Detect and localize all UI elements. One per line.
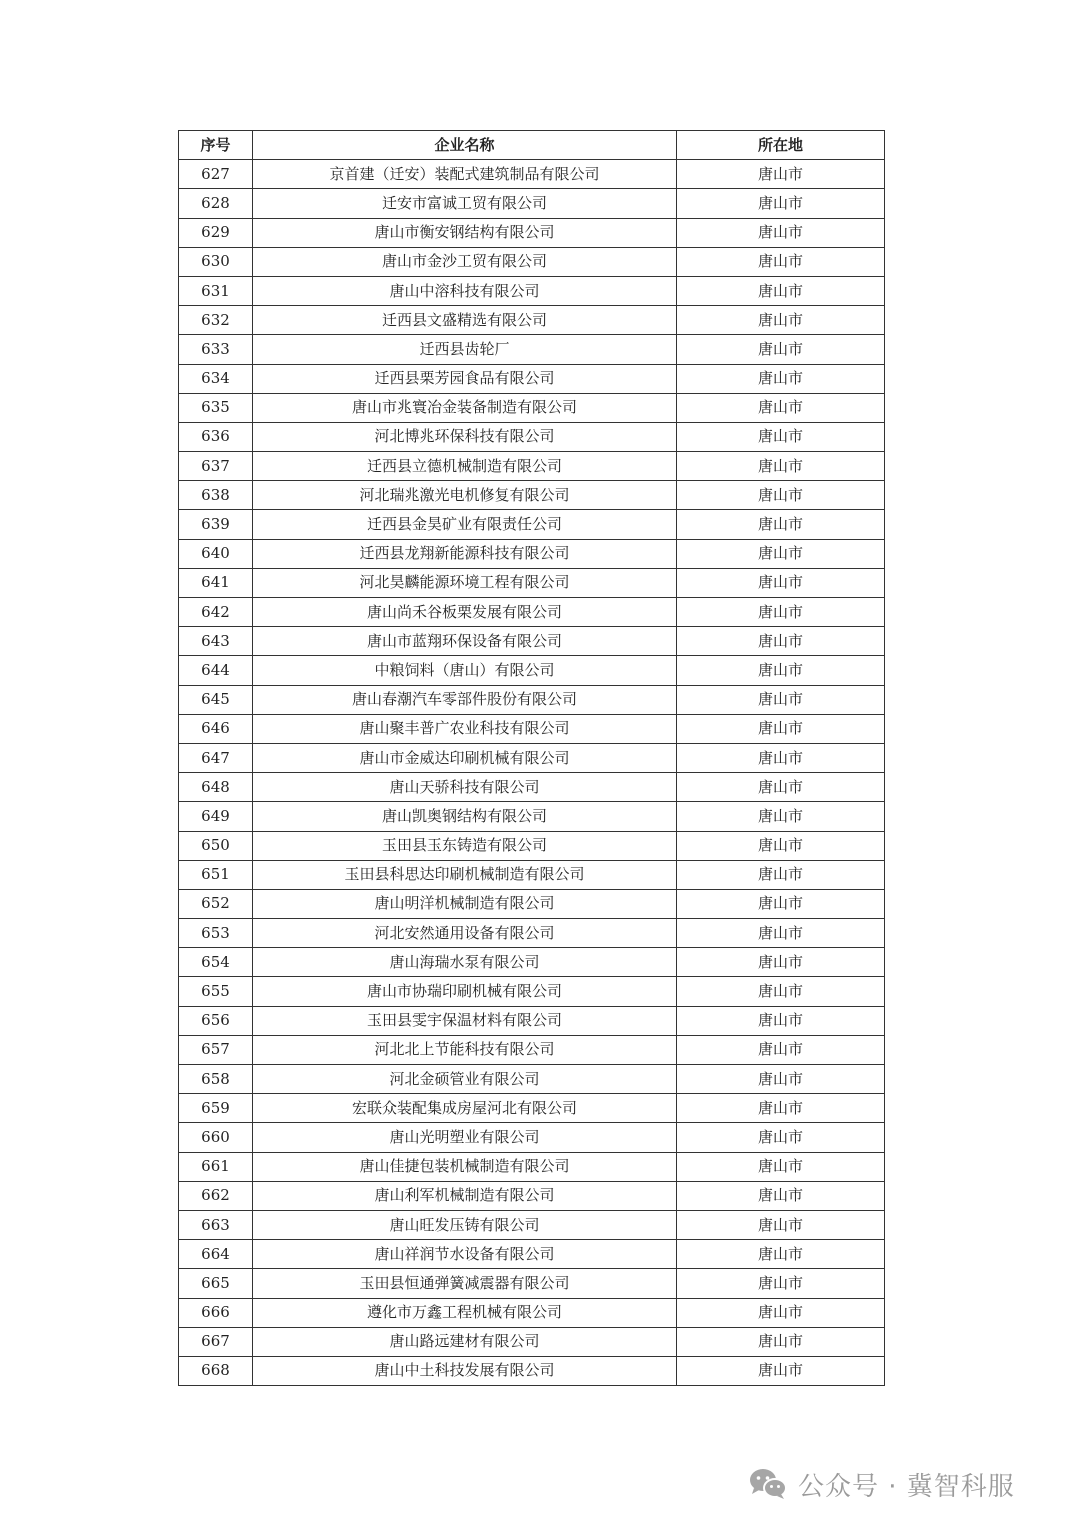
- cell-company-name: 河北北上节能科技有限公司: [253, 1035, 677, 1064]
- cell-location: 唐山市: [677, 160, 885, 189]
- cell-location: 唐山市: [677, 568, 885, 597]
- cell-company-name: 迁西县栗芳园食品有限公司: [253, 364, 677, 393]
- cell-location: 唐山市: [677, 598, 885, 627]
- cell-index: 642: [179, 598, 253, 627]
- table-row: [179, 1298, 885, 1327]
- cell-location: 唐山市: [677, 218, 885, 247]
- table-row: [179, 831, 885, 860]
- table-row: [179, 1181, 885, 1210]
- cell-location: 唐山市: [677, 1035, 885, 1064]
- table-row: [179, 1327, 885, 1356]
- cell-index: 653: [179, 919, 253, 948]
- cell-company-name: 唐山天骄科技有限公司: [253, 773, 677, 802]
- table-row: [179, 889, 885, 918]
- cell-index: 632: [179, 306, 253, 335]
- cell-location: 唐山市: [677, 627, 885, 656]
- table-row: [179, 422, 885, 451]
- cell-location: 唐山市: [677, 860, 885, 889]
- cell-company-name: 唐山市衡安钢结构有限公司: [253, 218, 677, 247]
- cell-location: 唐山市: [677, 1152, 885, 1181]
- table-row: [179, 1035, 885, 1064]
- cell-company-name: 迁西县金昊矿业有限责任公司: [253, 510, 677, 539]
- cell-index: 658: [179, 1065, 253, 1094]
- cell-location: 唐山市: [677, 977, 885, 1006]
- cell-company-name: 唐山市协瑞印刷机械有限公司: [253, 977, 677, 1006]
- cell-company-name: 唐山尚禾谷板栗发展有限公司: [253, 598, 677, 627]
- cell-location: 唐山市: [677, 1006, 885, 1035]
- cell-index: 664: [179, 1240, 253, 1269]
- table-header-row: [179, 131, 885, 160]
- cell-location: 唐山市: [677, 889, 885, 918]
- cell-location: 唐山市: [677, 1269, 885, 1298]
- cell-company-name: 唐山光明塑业有限公司: [253, 1123, 677, 1152]
- cell-company-name: 唐山市金威达印刷机械有限公司: [253, 743, 677, 772]
- cell-index: 651: [179, 860, 253, 889]
- table-row: [179, 189, 885, 218]
- cell-company-name: 唐山市金沙工贸有限公司: [253, 247, 677, 276]
- cell-index: 656: [179, 1006, 253, 1035]
- cell-company-name: 唐山利军机械制造有限公司: [253, 1181, 677, 1210]
- table-row: [179, 773, 885, 802]
- cell-company-name: 玉田县恒通弹簧减震器有限公司: [253, 1269, 677, 1298]
- cell-company-name: 河北博兆环保科技有限公司: [253, 422, 677, 451]
- table-row: [179, 306, 885, 335]
- cell-location: 唐山市: [677, 452, 885, 481]
- table-row: [179, 919, 885, 948]
- cell-index: 631: [179, 276, 253, 305]
- cell-location: 唐山市: [677, 1327, 885, 1356]
- cell-company-name: 唐山路远建材有限公司: [253, 1327, 677, 1356]
- cell-location: 唐山市: [677, 831, 885, 860]
- table-row: [179, 1123, 885, 1152]
- cell-location: 唐山市: [677, 364, 885, 393]
- table-row: [179, 1065, 885, 1094]
- cell-index: 668: [179, 1356, 253, 1385]
- cell-company-name: 唐山明洋机械制造有限公司: [253, 889, 677, 918]
- cell-index: 645: [179, 685, 253, 714]
- cell-location: 唐山市: [677, 189, 885, 218]
- cell-location: 唐山市: [677, 714, 885, 743]
- table-row: [179, 1152, 885, 1181]
- cell-company-name: 迁西县文盛精选有限公司: [253, 306, 677, 335]
- table-row: [179, 948, 885, 977]
- cell-index: 640: [179, 539, 253, 568]
- cell-location: 唐山市: [677, 393, 885, 422]
- cell-location: 唐山市: [677, 1240, 885, 1269]
- cell-index: 629: [179, 218, 253, 247]
- cell-company-name: 河北金硕管业有限公司: [253, 1065, 677, 1094]
- table-row: [179, 656, 885, 685]
- cell-index: 634: [179, 364, 253, 393]
- cell-company-name: 宏联众装配集成房屋河北有限公司: [253, 1094, 677, 1123]
- table-row: [179, 1094, 885, 1123]
- cell-index: 652: [179, 889, 253, 918]
- cell-index: 659: [179, 1094, 253, 1123]
- cell-index: 638: [179, 481, 253, 510]
- cell-index: 661: [179, 1152, 253, 1181]
- table-row: [179, 247, 885, 276]
- table-row: [179, 1356, 885, 1385]
- cell-company-name: 唐山中溶科技有限公司: [253, 276, 677, 305]
- table-row: [179, 627, 885, 656]
- wechat-icon: [748, 1467, 788, 1501]
- cell-location: 唐山市: [677, 481, 885, 510]
- table-row: [179, 714, 885, 743]
- cell-index: 627: [179, 160, 253, 189]
- cell-company-name: 唐山凯奥钢结构有限公司: [253, 802, 677, 831]
- table-row: [179, 598, 885, 627]
- cell-company-name: 唐山旺发压铸有限公司: [253, 1210, 677, 1239]
- cell-index: 650: [179, 831, 253, 860]
- cell-index: 636: [179, 422, 253, 451]
- header-index: 序号: [179, 131, 253, 160]
- table-row: [179, 1240, 885, 1269]
- cell-company-name: 遵化市万鑫工程机械有限公司: [253, 1298, 677, 1327]
- cell-index: 666: [179, 1298, 253, 1327]
- cell-index: 630: [179, 247, 253, 276]
- cell-company-name: 唐山佳捷包装机械制造有限公司: [253, 1152, 677, 1181]
- table-row: [179, 364, 885, 393]
- cell-location: 唐山市: [677, 1094, 885, 1123]
- cell-company-name: 唐山祥润节水设备有限公司: [253, 1240, 677, 1269]
- header-company-name: 企业名称: [253, 131, 677, 160]
- cell-index: 665: [179, 1269, 253, 1298]
- cell-index: 654: [179, 948, 253, 977]
- table-row: [179, 685, 885, 714]
- table-row: [179, 452, 885, 481]
- cell-company-name: 玉田县科思达印刷机械制造有限公司: [253, 860, 677, 889]
- cell-company-name: 河北瑞兆激光电机修复有限公司: [253, 481, 677, 510]
- table-row: [179, 481, 885, 510]
- cell-location: 唐山市: [677, 247, 885, 276]
- cell-company-name: 迁安市富诚工贸有限公司: [253, 189, 677, 218]
- cell-company-name: 唐山海瑞水泵有限公司: [253, 948, 677, 977]
- cell-company-name: 中粮饲料（唐山）有限公司: [253, 656, 677, 685]
- cell-location: 唐山市: [677, 773, 885, 802]
- cell-company-name: 玉田县玉东铸造有限公司: [253, 831, 677, 860]
- cell-location: 唐山市: [677, 306, 885, 335]
- cell-company-name: 迁西县龙翔新能源科技有限公司: [253, 539, 677, 568]
- table-row: [179, 276, 885, 305]
- cell-location: 唐山市: [677, 1181, 885, 1210]
- table-row: [179, 860, 885, 889]
- table-row: [179, 743, 885, 772]
- table-row: [179, 802, 885, 831]
- cell-index: 633: [179, 335, 253, 364]
- cell-location: 唐山市: [677, 422, 885, 451]
- cell-index: 639: [179, 510, 253, 539]
- cell-company-name: 京首建（迁安）装配式建筑制品有限公司: [253, 160, 677, 189]
- cell-location: 唐山市: [677, 948, 885, 977]
- cell-index: 643: [179, 627, 253, 656]
- cell-index: 628: [179, 189, 253, 218]
- cell-index: 637: [179, 452, 253, 481]
- cell-company-name: 河北安然通用设备有限公司: [253, 919, 677, 948]
- cell-index: 662: [179, 1181, 253, 1210]
- cell-location: 唐山市: [677, 1356, 885, 1385]
- table-row: [179, 510, 885, 539]
- cell-company-name: 唐山市兆寰冶金装备制造有限公司: [253, 393, 677, 422]
- table-body: [179, 160, 885, 1386]
- cell-index: 644: [179, 656, 253, 685]
- table-row: [179, 1269, 885, 1298]
- cell-index: 646: [179, 714, 253, 743]
- table-row: [179, 160, 885, 189]
- cell-location: 唐山市: [677, 1298, 885, 1327]
- cell-company-name: 唐山聚丰普广农业科技有限公司: [253, 714, 677, 743]
- cell-index: 660: [179, 1123, 253, 1152]
- cell-index: 663: [179, 1210, 253, 1239]
- cell-location: 唐山市: [677, 1210, 885, 1239]
- cell-company-name: 唐山市蓝翔环保设备有限公司: [253, 627, 677, 656]
- cell-location: 唐山市: [677, 743, 885, 772]
- table-row: [179, 977, 885, 1006]
- cell-index: 649: [179, 802, 253, 831]
- cell-index: 657: [179, 1035, 253, 1064]
- cell-location: 唐山市: [677, 1123, 885, 1152]
- cell-location: 唐山市: [677, 539, 885, 568]
- cell-index: 655: [179, 977, 253, 1006]
- table-row: [179, 335, 885, 364]
- cell-index: 648: [179, 773, 253, 802]
- table-row: [179, 1210, 885, 1239]
- cell-location: 唐山市: [677, 276, 885, 305]
- header-location: 所在地: [677, 131, 885, 160]
- cell-location: 唐山市: [677, 685, 885, 714]
- table-row: [179, 568, 885, 597]
- cell-location: 唐山市: [677, 919, 885, 948]
- cell-company-name: 唐山春潮汽车零部件股份有限公司: [253, 685, 677, 714]
- cell-index: 667: [179, 1327, 253, 1356]
- cell-location: 唐山市: [677, 510, 885, 539]
- table-row: [179, 218, 885, 247]
- table-row: [179, 1006, 885, 1035]
- cell-location: 唐山市: [677, 335, 885, 364]
- table-row: [179, 393, 885, 422]
- watermark: [748, 1460, 1015, 1508]
- cell-location: 唐山市: [677, 1065, 885, 1094]
- cell-location: 唐山市: [677, 802, 885, 831]
- cell-company-name: 唐山中土科技发展有限公司: [253, 1356, 677, 1385]
- company-table: [178, 130, 885, 1386]
- cell-location: 唐山市: [677, 656, 885, 685]
- cell-company-name: 河北昊麟能源环境工程有限公司: [253, 568, 677, 597]
- cell-company-name: 迁西县齿轮厂: [253, 335, 677, 364]
- table-row: [179, 539, 885, 568]
- cell-company-name: 玉田县雯宇保温材料有限公司: [253, 1006, 677, 1035]
- cell-index: 647: [179, 743, 253, 772]
- watermark-text: 公众号 · 冀智科服: [798, 1471, 1015, 1502]
- cell-index: 641: [179, 568, 253, 597]
- cell-index: 635: [179, 393, 253, 422]
- cell-company-name: 迁西县立德机械制造有限公司: [253, 452, 677, 481]
